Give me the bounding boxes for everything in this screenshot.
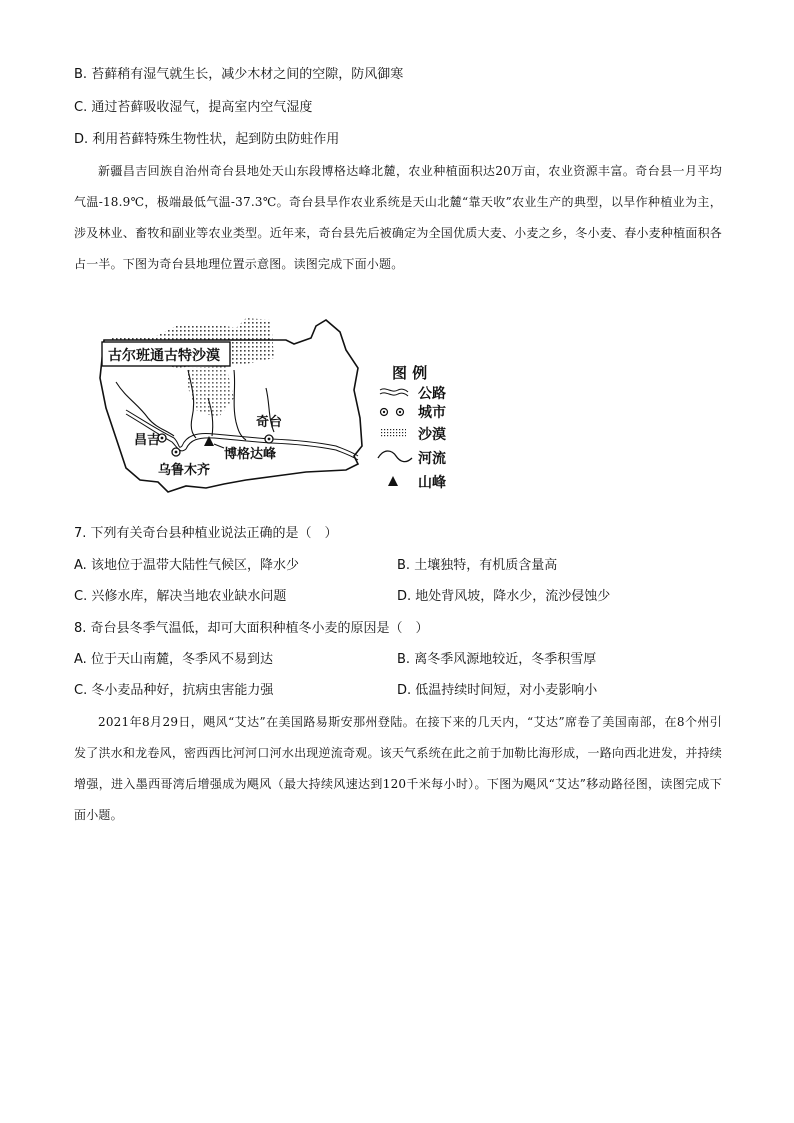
passage-text: 新疆昌吉回族自治州奇台县地处天山东段博格达峰北麓，农业种植面积达20万亩，农业资源丰富。奇台县一月平均气温-18.9℃，极端最低气温-37.3℃。奇台县旱作农业系统是天山北麓“靠天收”农业生产的典型，以旱作种植业为主，涉及林业、畜牧和副业等农业类型。近年来，奇台县先后被确定为全国优质大麦、小麦之乡，冬小麦、春小麦种植面积各占一半。下图为奇台县地理位置示意图。读图完成下面小题。 — [74, 164, 722, 271]
option-label: D. — [74, 132, 89, 147]
legend-city-label: 城市 — [418, 405, 446, 421]
desert-label: 古尔班通古特沙漠 — [108, 348, 220, 364]
q8-option-b[interactable] — [397, 651, 596, 669]
option-text: 该地位于温带大陆性气候区，降水少 — [90, 558, 299, 573]
option-c-top — [74, 99, 312, 117]
map-legend — [378, 364, 446, 491]
passage-qitai — [74, 156, 722, 280]
option-label: A. — [74, 652, 87, 667]
q8-option-c[interactable] — [74, 682, 273, 700]
option-label: D. — [397, 683, 412, 698]
option-text: 位于天山南麓，冬季风不易到达 — [90, 652, 273, 667]
passage-text: 2021年8月29日，飓风“艾达”在美国路易斯安那州登陆。在接下来的几天内，“艾达”席卷了美国南部，在8个州引发了洪水和龙卷风，密西西比河河口河水出现逆流奇观。该天气系统在此之前于加勒比海形成，一路向西北进发，并持续增强，进入墨西哥湾后增强成为飓风（最大持续风速达到120千米每小时）。下图为飓风“艾达”移动路径图，读图完成下面小题。 — [74, 715, 722, 822]
option-label: B. — [397, 652, 411, 667]
legend-road-label: 公路 — [418, 386, 446, 402]
legend-peak-label: 山峰 — [418, 475, 446, 491]
option-text: 冬小麦品种好，抗病虫害能力强 — [91, 683, 274, 698]
option-text: 通过苔藓吸收湿气，提高室内空气湿度 — [91, 100, 313, 115]
option-d-top — [74, 131, 339, 149]
option-text: 离冬季风源地较近，冬季积雪厚 — [414, 652, 597, 667]
legend-peak-icon — [388, 476, 398, 486]
passage-hurricane-ida — [74, 707, 722, 831]
q8-option-a[interactable] — [74, 651, 273, 669]
option-text: 低温持续时间短，对小麦影响小 — [415, 683, 598, 698]
option-label: B. — [397, 558, 411, 573]
option-label: A. — [74, 558, 87, 573]
q7-option-c[interactable] — [74, 588, 286, 606]
legend-title: 图 例 — [392, 364, 428, 382]
option-label: B. — [74, 67, 88, 82]
qitai-location-map — [96, 318, 468, 506]
option-text: 苔藓稍有湿气就生长，减少木材之间的空隙，防风御寒 — [91, 67, 404, 82]
legend-river-label: 河流 — [418, 451, 446, 467]
label-peak: 博格达峰 — [224, 447, 277, 462]
q7-option-b[interactable] — [397, 557, 557, 575]
option-label: C. — [74, 683, 88, 698]
label-changji: 昌吉 — [134, 433, 161, 448]
q7-option-a[interactable] — [74, 557, 299, 575]
city-urumqi-marker — [172, 448, 180, 456]
option-label: C. — [74, 100, 88, 115]
option-text: 兴修水库，解决当地农业缺水问题 — [91, 589, 287, 604]
option-text: 利用苔藓特殊生物性状，起到防虫防蛀作用 — [92, 132, 340, 147]
option-text: 土壤独特，有机质含量高 — [414, 558, 558, 573]
option-b-top — [74, 66, 403, 84]
legend-desert-label: 沙漠 — [418, 427, 446, 443]
question-7-stem: 7. 下列有关奇台县种植业说法正确的是（ ） — [74, 526, 338, 541]
question-8-stem: 8. 奇台县冬季气温低，却可大面积种植冬小麦的原因是（ ） — [74, 621, 429, 636]
label-qitai: 奇台 — [256, 415, 283, 430]
city-qitai-marker — [265, 435, 273, 443]
q7-option-d[interactable] — [397, 588, 610, 606]
label-urumqi: 乌鲁木齐 — [158, 463, 211, 478]
option-text: 地处背风坡，降水少，流沙侵蚀少 — [415, 589, 611, 604]
option-label: D. — [397, 589, 412, 604]
option-label: C. — [74, 589, 88, 604]
q8-option-d[interactable] — [397, 682, 597, 700]
